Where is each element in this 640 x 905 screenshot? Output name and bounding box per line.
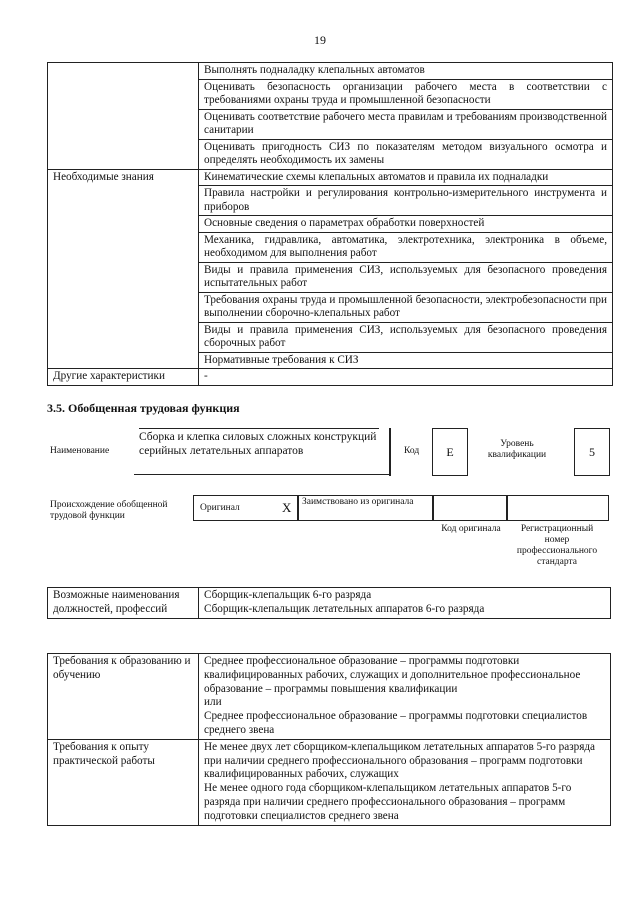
positions-label: Возможные наименования должностей, профессий bbox=[48, 588, 199, 619]
knowledge-item: Нормативные требования к СИЗ bbox=[199, 352, 613, 369]
position-item: Сборщик-клепальщик летательных аппаратов 6-го разряда bbox=[204, 602, 485, 615]
experience-item: Не менее одного года сборщиком-клепальщиком летательных аппаратов 5-го разряда при наличии среднего профессионального образования – программ подготовки специалистов среднего звена bbox=[204, 782, 572, 822]
experience-label: Требования к опыту практической работы bbox=[48, 739, 199, 825]
name-value: Сборка и клепка силовых сложных конструкций серийных летательных аппаратов bbox=[139, 428, 379, 458]
position-item: Сборщик-клепальщик 6-го разряда bbox=[204, 589, 372, 601]
skill-item: Оценивать безопасность организации рабочего места в соответствии с требованиями охраны труда и промышленной безопасности bbox=[199, 79, 613, 109]
knowledge-item: Виды и правила применения СИЗ, используемых для безопасного проведения испытательных работ bbox=[199, 262, 613, 292]
origin-divider-2 bbox=[432, 495, 434, 521]
competency-table bbox=[47, 62, 613, 386]
education-label: Требования к образованию и обучению bbox=[48, 654, 199, 740]
section-title: 3.5. Обобщенная трудовая функция bbox=[47, 401, 240, 415]
education-item: или bbox=[204, 696, 222, 709]
skill-item: Оценивать соответствие рабочего места правилам и требованиям производственной санитарии bbox=[199, 109, 613, 139]
skills-label-cell bbox=[48, 63, 199, 170]
education-item: Среднее профессиональное образование – программы подготовки квалифицированных рабочих, служащих и дополнительное профессиональное образование – программы повышения квалификации bbox=[204, 655, 581, 695]
origin-divider-3 bbox=[506, 495, 508, 521]
knowledge-label: Необходимые знания bbox=[48, 169, 199, 369]
experience-item: Не менее двух лет сборщиком-клепальщиком летательных аппаратов 5-го разряда при наличии среднего профессионального образования – программ подготовки квалифицированных рабочих, служащих bbox=[204, 740, 596, 781]
reg-number-caption: Регистрационный номер профессионального стандарта bbox=[516, 524, 598, 567]
original-label: Оригинал bbox=[200, 503, 240, 513]
name-label: Наименование bbox=[50, 446, 110, 456]
experience-values bbox=[199, 739, 611, 825]
knowledge-item: Виды и правила применения СИЗ, используемых для безопасного проведения сборочных работ bbox=[199, 322, 613, 352]
skill-item: Выполнять подналадку клепальных автоматов bbox=[199, 63, 613, 80]
knowledge-item: Требования охраны труда и промышленной безопасности, электробезопасности при выполнении сборочно-клепальных работ bbox=[199, 292, 613, 322]
borrowed-label: Заимствовано из оригинала bbox=[302, 497, 414, 507]
other-label: Другие характеристики bbox=[48, 369, 199, 386]
origin-code-caption: Код оригинала bbox=[441, 524, 501, 534]
skill-item: Оценивать пригодность СИЗ по показателям методом визуального осмотра и определять необходимость их замены bbox=[199, 139, 613, 169]
education-values bbox=[199, 654, 611, 740]
origin-label: Происхождение обобщенной трудовой функции bbox=[50, 500, 168, 521]
other-value: - bbox=[199, 369, 613, 386]
origin-divider-1 bbox=[297, 495, 299, 521]
requirements-table bbox=[47, 653, 611, 826]
knowledge-item: Кинематические схемы клепальных автоматов и правила их подналадки bbox=[199, 169, 613, 186]
code-label: Код bbox=[404, 446, 420, 456]
page-number: 19 bbox=[314, 33, 326, 47]
original-mark: X bbox=[282, 500, 292, 515]
level-value: 5 bbox=[574, 428, 610, 476]
name-box-right bbox=[389, 428, 391, 476]
education-item: Среднее профессиональное образование – программы подготовки специалистов среднего звена bbox=[204, 710, 588, 736]
positions-values bbox=[199, 588, 611, 619]
knowledge-item: Механика, гидравлика, автоматика, электротехника, электроника в объеме, необходимом для выполнения работ bbox=[199, 232, 613, 262]
code-value: E bbox=[432, 428, 468, 476]
knowledge-item: Правила настройки и регулирования контрольно-измерительного инструмента и приборов bbox=[199, 186, 613, 216]
level-label: Уровень квалификации bbox=[487, 439, 547, 460]
knowledge-item: Основные сведения о параметрах обработки поверхностей bbox=[199, 216, 613, 233]
positions-table bbox=[47, 587, 611, 619]
